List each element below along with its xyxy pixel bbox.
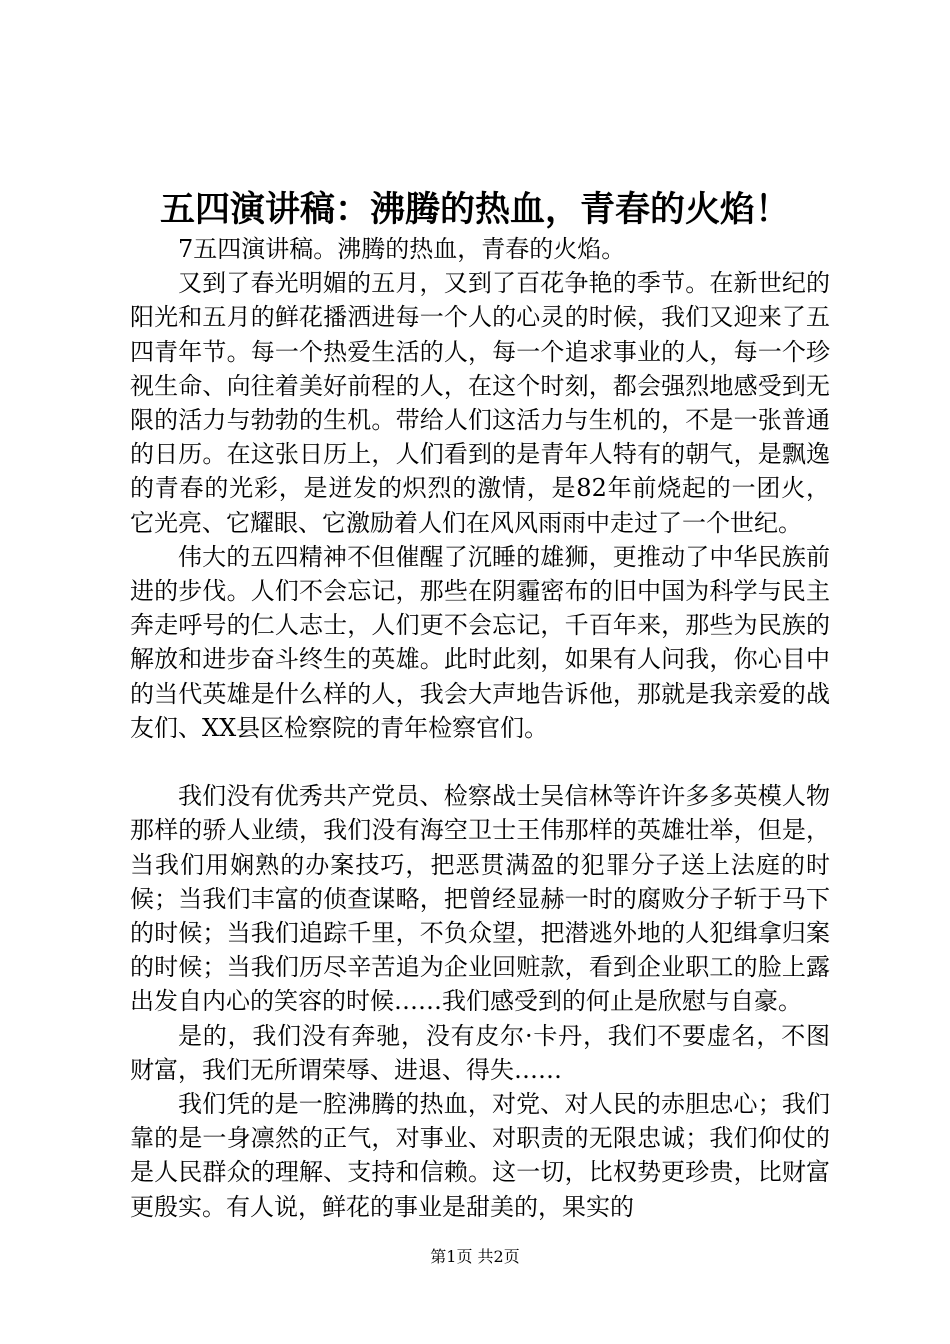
paragraph-2: 伟大的五四精神不但催醒了沉睡的雄狮，更推动了中华民族前进的步伐。人们不会忘记，那些在阴霾密布的旧中国为科学与民主奔走呼号的仁人志士，人们更不会忘记，千百年来，那些为民族的解放和进步奋斗终生的英雄。此时此刻，如果有人问我，你心目中的当代英雄是什么样的人，我会大声地告诉他，那就是我亲爱的战友们、XX县区检察院的青年检察官们。 — [130, 542, 830, 742]
paragraph-3: 我们没有优秀共产党员、检察战士吴信林等许许多多英模人物那样的骄人业绩，我们没有海空卫士王伟那样的英雄壮举，但是，当我们用娴熟的办案技巧，把恶贯满盈的犯罪分子送上法庭的时候；当我们丰富的侦查谋略，把曾经显赫一时的腐败分子斩于马下的时候；当我们追踪千里，不负众望，把潜逃外地的人犯缉拿归案的时候；当我们历尽辛苦追为企业回赃款，看到企业职工的脸上露出发自内心的笑容的时候……我们感受到的何止是欣慰与自豪。 — [130, 782, 830, 1016]
page-footer: 第1页 共2页 — [430, 1247, 520, 1266]
document-title: 五四演讲稿：沸腾的热血，青春的火焰！ — [159, 189, 790, 230]
paragraph-intro: 7五四演讲稿。沸腾的热血，青春的火焰。 — [178, 235, 626, 263]
paragraph-1: 又到了春光明媚的五月，又到了百花争艳的季节。在新世纪的阳光和五月的鲜花播洒进每一个人的心灵的时候，我们又迎来了五四青年节。每一个热爱生活的人，每一个追求事业的人，每一个珍视生命、向往着美好前程的人，在这个时刻，都会强烈地感受到无限的活力与勃勃的生机。带给人们这活力与生机的，不是一张普通的日历。在这张日历上，人们看到的是青年人特有的朝气，是飘逸的青春的光彩，是迸发的炽烈的激情，是82年前烧起的一团火，它光亮、它耀眼、它激励着人们在风风雨雨中走过了一个世纪。 — [130, 269, 830, 537]
document-body — [130, 232, 830, 1224]
paragraph-spacer — [130, 745, 830, 779]
paragraph-5: 我们凭的是一腔沸腾的热血，对党、对人民的赤胆忠心；我们靠的是一身凛然的正气，对事业、对职责的无限忠诚；我们仰仗的是人民群众的理解、支持和信赖。这一切，比权势更珍贵，比财富更殷实。有人说，鲜花的事业是甜美的，果实的 — [130, 1090, 830, 1221]
paragraph-4: 是的，我们没有奔驰，没有皮尔·卡丹，我们不要虚名，不图财富，我们无所谓荣辱、进退、得失…… — [130, 1021, 830, 1084]
